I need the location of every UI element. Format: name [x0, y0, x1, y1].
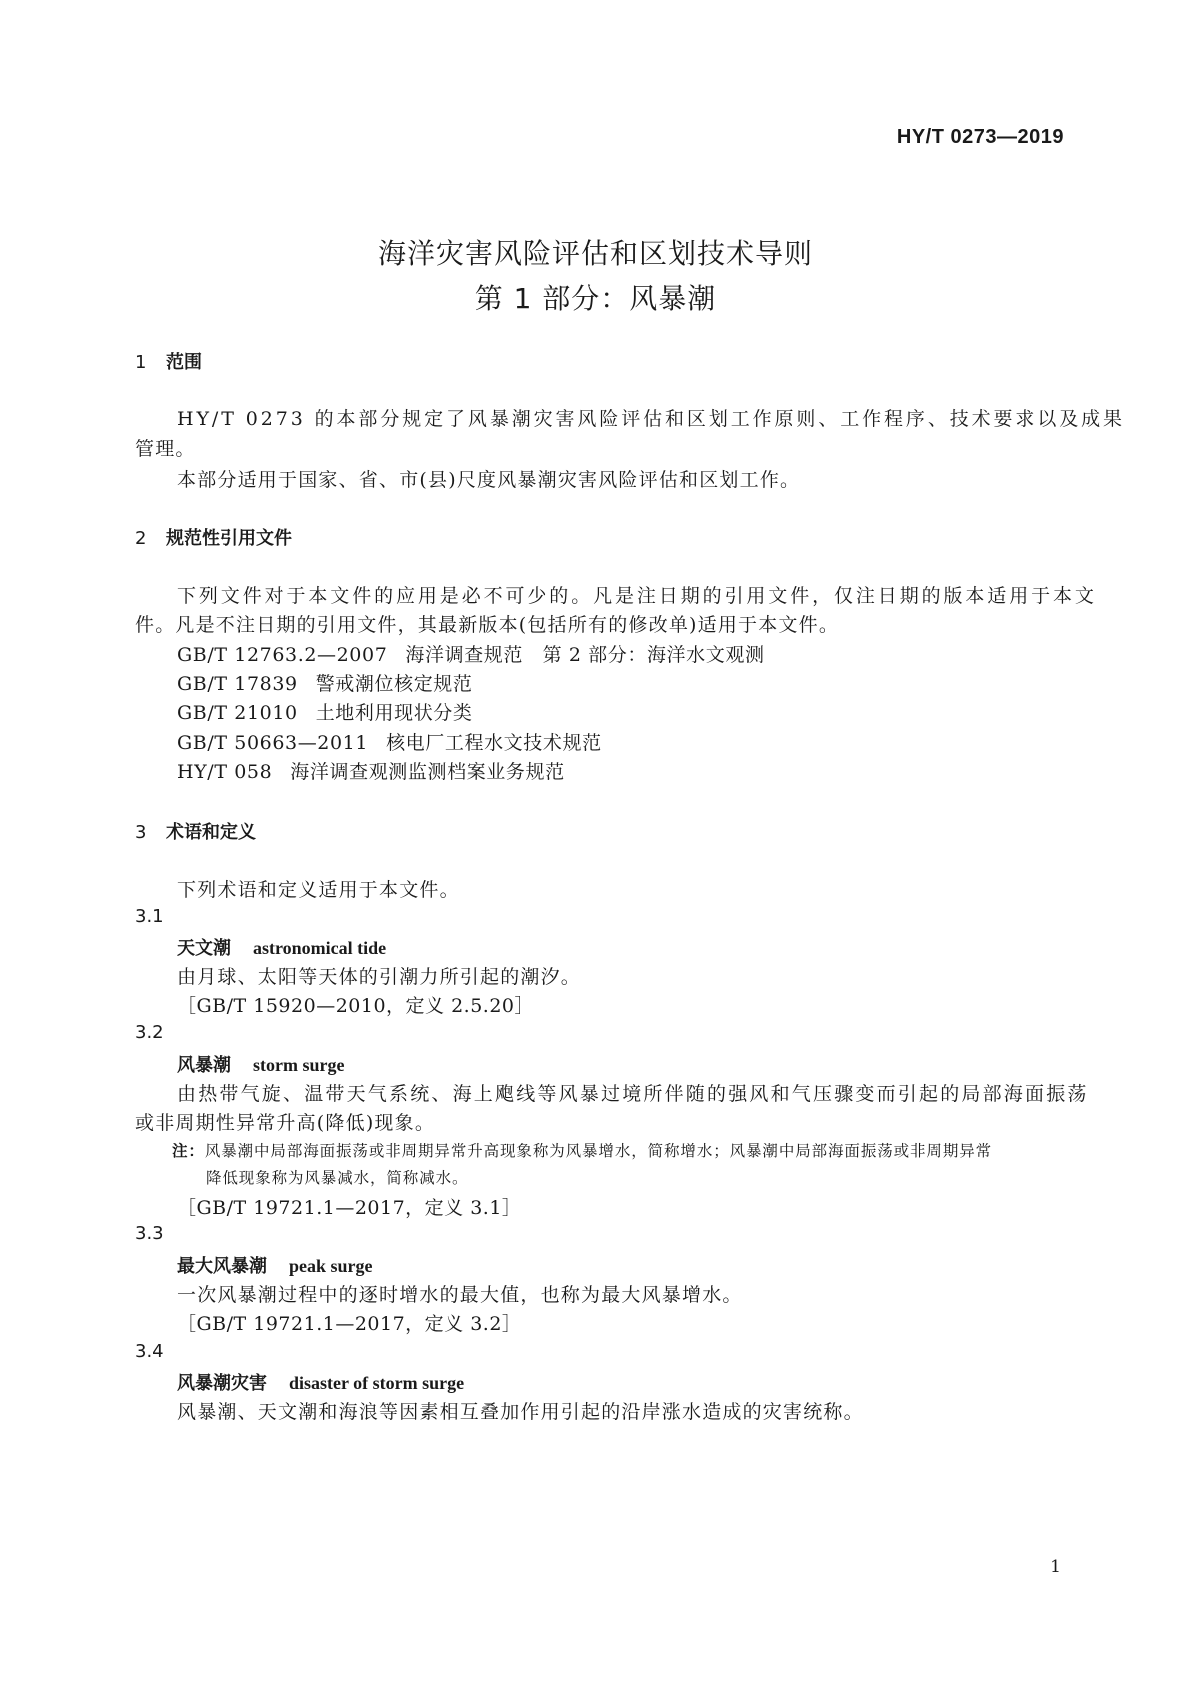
document-subtitle: 第 1 部分：风暴潮: [474, 282, 717, 315]
reference-code: GB/T 50663—2011: [177, 732, 369, 754]
term-source: ［GB/T 19721.1—2017，定义 3.2］: [177, 1313, 522, 1335]
note-label: 注：: [172, 1141, 205, 1160]
section-title: 术语和定义: [166, 822, 256, 843]
term-en: disaster of storm surge: [289, 1373, 465, 1393]
reference-item: [177, 698, 473, 725]
term-en: peak surge: [289, 1256, 373, 1276]
paragraph: HY/T 0273 的本部分规定了风暴潮灾害风险评估和区划工作原则、工作程序、技术要求以及成果: [177, 408, 1125, 430]
term-note-continued: 降低现象称为风暴减水，简称减水。: [206, 1169, 469, 1187]
paragraph: 件。凡是不注日期的引用文件，其最新版本(包括所有的修改单)适用于本文件。: [135, 614, 840, 636]
reference-code: GB/T 12763.2—2007: [177, 644, 388, 666]
section-heading-scope: [135, 348, 202, 374]
term-number: 3.3: [135, 1223, 164, 1244]
reference-name: 核电厂工程水文技术规范: [386, 732, 602, 754]
reference-name: 海洋调查观测监测档案业务规范: [290, 761, 565, 783]
term-definition: 风暴潮、天文潮和海浪等因素相互叠加作用引起的沿岸涨水造成的灾害统称。: [177, 1401, 864, 1423]
section-number: 2: [135, 528, 147, 549]
term-definition: 由月球、太阳等天体的引潮力所引起的潮汐。: [177, 966, 582, 988]
term-definition: 由热带气旋、温带天气系统、海上飑线等风暴过境所伴随的强风和气压骤变而引起的局部海面振荡: [177, 1083, 1089, 1105]
section-heading-terms-definitions: [135, 818, 256, 844]
term-source: ［GB/T 19721.1—2017，定义 3.1］: [177, 1197, 522, 1219]
reference-name: 警戒潮位核定规范: [315, 673, 473, 695]
reference-code: GB/T 21010: [177, 702, 298, 724]
term-zh: 最大风暴潮: [177, 1256, 267, 1277]
section-number: 3: [135, 822, 147, 843]
term-title: [177, 1252, 373, 1278]
reference-item: [177, 728, 602, 755]
term-en: storm surge: [253, 1055, 345, 1075]
term-zh: 风暴潮: [177, 1055, 231, 1076]
document-title: 海洋灾害风险评估和区划技术导则: [377, 237, 813, 270]
paragraph: 下列术语和定义适用于本文件。: [177, 879, 460, 901]
term-definition: 一次风暴潮过程中的逐时增水的最大值，也称为最大风暴增水。: [177, 1284, 743, 1306]
term-zh: 天文潮: [177, 938, 231, 959]
term-number: 3.1: [135, 906, 164, 927]
section-title: 规范性引用文件: [166, 528, 292, 549]
reference-code: GB/T 17839: [177, 673, 298, 695]
reference-name: 土地利用现状分类: [315, 702, 473, 724]
paragraph: 管理。: [135, 438, 196, 460]
paragraph: 下列文件对于本文件的应用是必不可少的。凡是注日期的引用文件，仅注日期的版本适用于本文: [177, 585, 1097, 607]
term-zh: 风暴潮灾害: [177, 1373, 267, 1394]
reference-item: [177, 669, 473, 696]
reference-name: 海洋调查规范 第 2 部分：海洋水文观测: [405, 644, 765, 666]
document-code: HY/T 0273—2019: [896, 126, 1064, 148]
section-number: 1: [135, 352, 147, 373]
paragraph: 本部分适用于国家、省、市(县)尺度风暴潮灾害风险评估和区划工作。: [177, 469, 801, 491]
note-text: 风暴潮中局部海面振荡或非周期异常升高现象称为风暴增水，简称增水；风暴潮中局部海面振荡或非周期异常: [204, 1142, 993, 1160]
term-definition: 或非周期性异常升高(降低)现象。: [135, 1112, 436, 1134]
reference-item: [177, 640, 765, 667]
reference-item: [177, 757, 565, 784]
term-title: [177, 934, 386, 960]
term-number: 3.2: [135, 1022, 164, 1043]
section-heading-normative-references: [135, 524, 292, 550]
term-title: [177, 1369, 464, 1395]
term-source: ［GB/T 15920—2010，定义 2.5.20］: [177, 995, 535, 1017]
term-note: [172, 1139, 992, 1161]
page-number: 1: [1050, 1557, 1061, 1577]
term-en: astronomical tide: [253, 938, 387, 958]
term-title: [177, 1051, 344, 1077]
section-title: 范围: [166, 352, 202, 373]
term-number: 3.4: [135, 1341, 164, 1362]
reference-code: HY/T 058: [177, 761, 273, 783]
